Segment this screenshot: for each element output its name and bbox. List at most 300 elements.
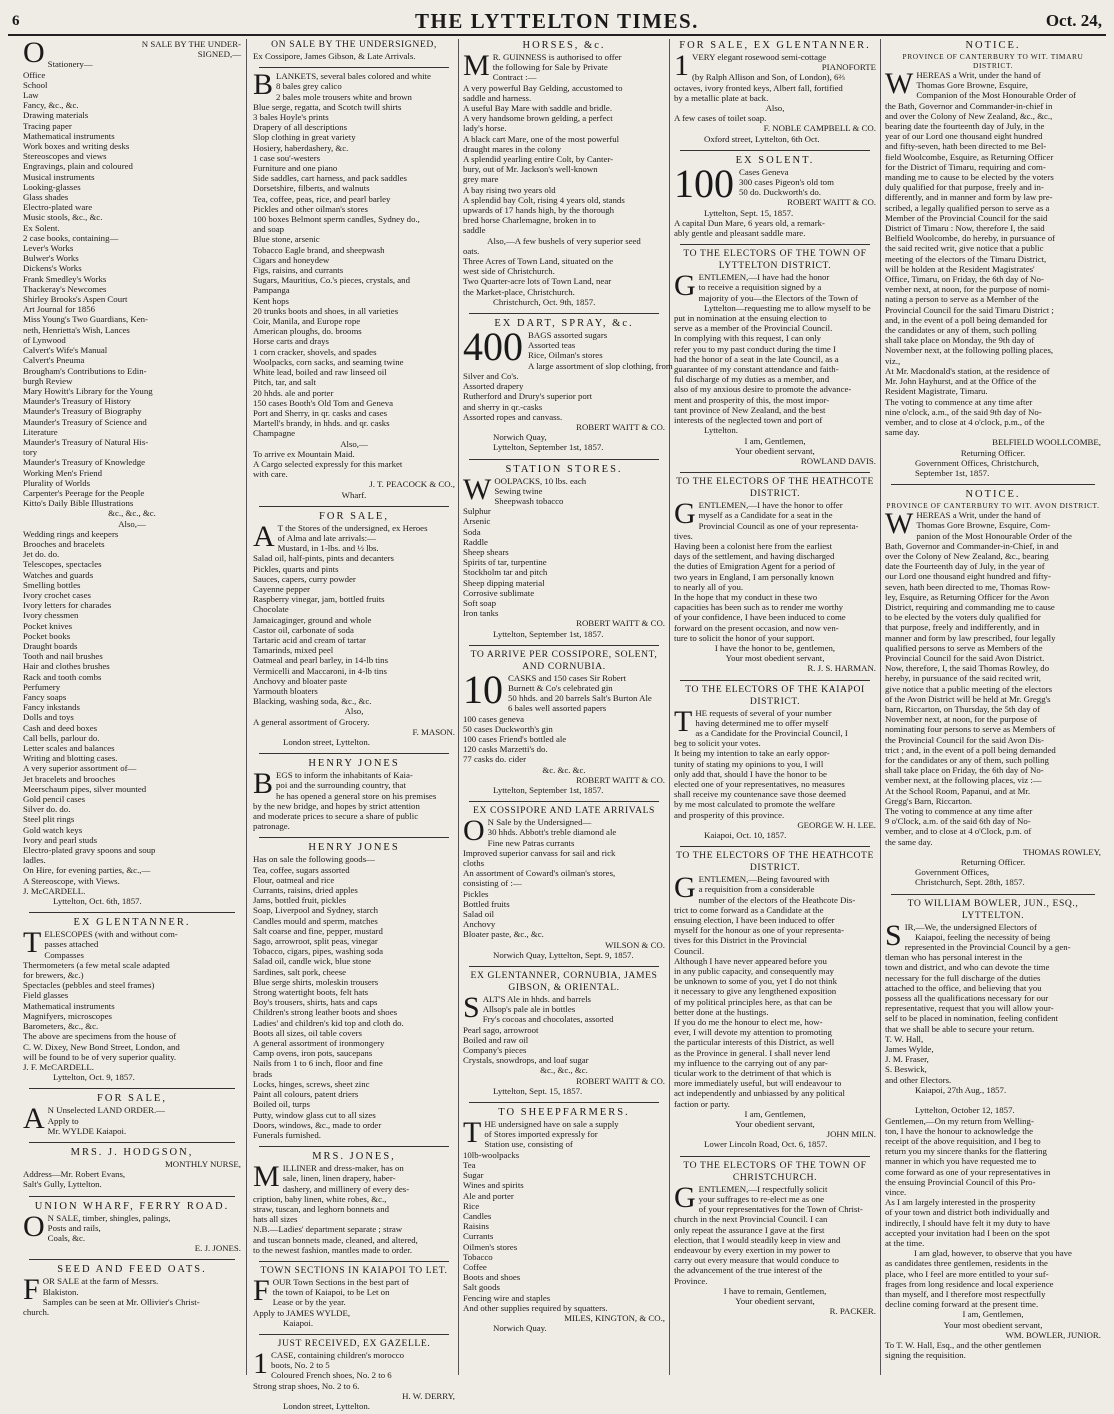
ad-line: ROBERT WAITT & CO. bbox=[576, 1075, 665, 1086]
ad-line: Rutherford and Drury's superior port bbox=[463, 391, 593, 402]
ad-line: Work boxes and writing desks bbox=[23, 141, 130, 152]
ad-line: he has opened a general store on his premises bbox=[276, 790, 437, 801]
ad-line: for the candidates or any of them, such polling bbox=[885, 755, 1049, 765]
ad-line: Your most obedient servant, bbox=[725, 653, 825, 664]
ad-line: election, that I would steadily keep in view and bbox=[674, 1234, 841, 1245]
advertisement bbox=[674, 684, 876, 844]
ad-line: The above are specimens from the house of bbox=[23, 1031, 177, 1042]
ad-line: 2 bales mole trousers white and brown bbox=[276, 91, 412, 102]
column-5 bbox=[882, 39, 1104, 1377]
ad-heading: EX DART, SPRAY, &c. bbox=[494, 318, 634, 330]
ad-line: receipt of the above requisition, and I beg to bbox=[885, 1135, 1041, 1146]
ad-line: Vermicelli and Maccaroni, in 4-lb tins bbox=[253, 665, 387, 676]
ad-line: S. Beswick, bbox=[885, 1064, 927, 1075]
ad-line: Also, bbox=[765, 103, 785, 114]
ad-separator bbox=[29, 1142, 235, 1143]
ad-line: Sardines, salt pork, cheese bbox=[253, 966, 347, 977]
ad-line: IR,—We, the undersigned Electors of bbox=[904, 921, 1037, 932]
ad-line: upwards of 17 hands high, by the thorough bbox=[463, 205, 614, 216]
ad-body bbox=[253, 854, 455, 1140]
ad-line: poi and the surrounding country, that bbox=[276, 780, 406, 791]
advertisement bbox=[463, 1106, 665, 1336]
ad-line: Kaiapoi, 27th Aug., 1857. bbox=[915, 1084, 1007, 1095]
ad-line: 120 casks Marzetti's do. bbox=[463, 744, 548, 755]
ad-line: OOLPACKS, 10 lbs. each bbox=[494, 475, 587, 486]
ad-line: HEREAS a Writ, under the hand of bbox=[916, 70, 1041, 80]
ad-line: that we shall be able to secure your return. bbox=[885, 1023, 1035, 1034]
column-2 bbox=[250, 39, 458, 1411]
ad-line: Allsop's pale ale in bottles bbox=[482, 1004, 576, 1015]
ad-line: At Mr. Macdonald's station, at the residence of bbox=[885, 365, 1050, 376]
ad-line: Anchovy and bloater paste bbox=[253, 675, 348, 686]
ad-line: Drawing materials bbox=[23, 110, 89, 121]
ad-line: Norwich Quay. bbox=[493, 1323, 547, 1334]
ad-line: SIGNED,— bbox=[197, 49, 241, 60]
ad-line: 30 hhds. Abbott's treble diamond ale bbox=[487, 827, 617, 838]
ad-line: A useful Bay Mare with saddle and bridle. bbox=[463, 103, 613, 114]
ad-body bbox=[23, 36, 241, 907]
ad-line: JOHN MILN. bbox=[826, 1129, 876, 1140]
ad-line: for brewers, &c.) bbox=[23, 970, 84, 981]
ad-line: the Bath, Governor and Commander-in-chief in bbox=[885, 100, 1053, 111]
ad-separator bbox=[469, 1102, 659, 1103]
ad-line: Your obedient servant, bbox=[735, 1119, 815, 1130]
ad-line: Electro-plated gravy spoons and soup bbox=[23, 845, 156, 856]
drop-capital: T bbox=[674, 704, 693, 738]
ad-separator bbox=[469, 801, 659, 802]
ad-line: Hosiery, haberdashery, &c. bbox=[253, 142, 349, 153]
ad-line: N SALE, timber, shingles, palings, bbox=[47, 1212, 171, 1223]
ad-line: nating a person to serve as a Member of the bbox=[885, 294, 1039, 305]
ad-line: Norwich Quay, Lyttelton, Sept. 9, 1857. bbox=[493, 949, 634, 960]
ad-line: I have the honor to be, gentlemen, bbox=[714, 642, 836, 653]
ad-line: In the hope that my conduct in these two bbox=[674, 591, 818, 602]
ad-line: Engravings, plain and coloured bbox=[23, 161, 133, 172]
ad-line: Nails from 1 to 6 inch, floor and fine bbox=[253, 1058, 383, 1069]
ad-line: Your obedient servant, bbox=[735, 445, 815, 456]
ad-line: Stockholm tar and pitch bbox=[463, 567, 548, 578]
ad-line: ever, I will devote my attention to promoting bbox=[674, 1027, 832, 1038]
drop-capital: G bbox=[674, 269, 696, 303]
ad-line: Woolpacks, corn sacks, and seaming twine bbox=[253, 356, 404, 367]
ad-line: by me most calculated to promote the welfare bbox=[674, 799, 835, 810]
drop-capital: T bbox=[23, 926, 42, 960]
ad-line: Ivory and pearl studs bbox=[23, 834, 98, 845]
ad-line: consisting of :— bbox=[463, 878, 522, 889]
ad-line: tives. bbox=[674, 530, 693, 541]
ad-line: ROBERT WAITT & CO. bbox=[576, 421, 665, 432]
advertisement bbox=[674, 154, 876, 241]
ad-line: 50 cases Duckworth's gin bbox=[463, 723, 553, 734]
ad-line: Cigars and honeydew bbox=[253, 254, 330, 265]
ad-line: ENTLEMEN,—Being favoured with bbox=[698, 874, 830, 885]
ad-line: Norwich Quay, bbox=[493, 432, 547, 443]
ad-line: Station use, consisting of bbox=[484, 1139, 573, 1150]
drop-capital: F bbox=[23, 1273, 40, 1307]
ad-line: bearing date the fourteenth day of July, in the bbox=[885, 121, 1045, 132]
advertisement bbox=[674, 476, 876, 676]
ad-line: GEORGE W. H. LEE. bbox=[797, 819, 876, 830]
ad-line: saddle bbox=[463, 225, 486, 236]
ad-line: than myself, and I therefore most respectfully bbox=[885, 1288, 1046, 1299]
ad-body bbox=[253, 51, 455, 61]
ad-line: Horse carts and drays bbox=[253, 336, 329, 347]
ad-line: Tooth and nail brushes bbox=[23, 651, 103, 662]
ad-line: Plurality of Worlds bbox=[23, 477, 91, 488]
ad-body bbox=[23, 1159, 241, 1190]
quantity-figure: 400 bbox=[463, 324, 523, 370]
ad-line: Slop clothing in great variety bbox=[253, 132, 356, 143]
ad-line: Provincial Council for the said Avon District. bbox=[885, 652, 1045, 663]
ad-line: CASE, containing children's morocco bbox=[271, 1349, 405, 1360]
ad-line: ful discharge of my duties as a member, and bbox=[674, 374, 830, 385]
advertisement bbox=[23, 1092, 241, 1139]
ad-heading: TO WILLIAM BOWLER, JUN., ESQ., LYTTELTON. bbox=[907, 897, 1079, 921]
ad-line: guarantee of my constant attendance and faith- bbox=[674, 364, 839, 375]
ad-line: lady's horse. bbox=[463, 123, 507, 134]
ad-line: Ivory crochet cases bbox=[23, 589, 91, 600]
ad-body bbox=[463, 472, 665, 639]
page-number: 6 bbox=[12, 13, 20, 29]
ad-line: octaves, ivory fronted keys, Albert fall, fortified bbox=[674, 82, 843, 93]
ad-line: Tobacco, cigars, pipes, washing soda bbox=[253, 946, 384, 957]
ad-heading: TO ARRIVE PER COSSIPORE, SOLENT, AND CORNUBIA. bbox=[470, 648, 658, 672]
ad-line: Children's strong leather boots and shoes bbox=[253, 1007, 398, 1018]
ad-subheading: PROVINCE OF CANTERBURY TO WIT. TIMARU DISTRICT. bbox=[902, 52, 1084, 70]
ad-line: Tobacco bbox=[463, 1251, 493, 1262]
ad-line: nine o'clock, a.m., of the said 9th day of No- bbox=[885, 406, 1042, 417]
ad-line: ladles. bbox=[23, 855, 46, 866]
ad-line: Tea bbox=[463, 1159, 476, 1170]
ad-line: American ploughs, do. brooms bbox=[253, 326, 362, 337]
ad-line: Soap, Liverpool and Sydney, starch bbox=[253, 905, 379, 916]
ad-line: T the Stores of the undersigned, ex Heroes bbox=[277, 522, 428, 533]
advertisement bbox=[23, 1200, 241, 1257]
ad-line: CASKS and 150 cases Sir Robert bbox=[508, 672, 627, 683]
ad-line: Bath, Governor and Commander-in-Chief, in and bbox=[885, 540, 1059, 551]
ad-line: Strong watertight boots, felt hats bbox=[253, 987, 369, 998]
ad-line: manding me to cause to be elected by the voters bbox=[885, 172, 1054, 183]
ad-heading: EX GLENTANNER, CORNUBIA, JAMES GIBSON, & ORIENTAL. bbox=[470, 970, 658, 994]
advertisement bbox=[463, 39, 665, 310]
ad-line: &c. &c. &c. bbox=[542, 764, 586, 775]
ad-line: Dorsetshire, filberts, and walnuts bbox=[253, 183, 370, 194]
ad-heading: SEED AND FEED OATS. bbox=[57, 1264, 207, 1276]
ad-line: your suffrages to re-elect me as one bbox=[698, 1193, 825, 1204]
ad-line: 20 trunks boots and shoes, in all varieties bbox=[253, 305, 399, 316]
ad-line: Oilmen's stores bbox=[463, 1241, 518, 1252]
ad-line: Putty, window glass cut to all sizes bbox=[253, 1109, 376, 1120]
ad-line: barn, Riccarton, on Thursday, the 5th day of bbox=[885, 703, 1041, 714]
ad-line: Candles mould and sperm, matches bbox=[253, 915, 378, 926]
ad-line: Improved superior canvass for sail and rick bbox=[463, 847, 616, 858]
ad-line: Candles bbox=[463, 1210, 492, 1221]
ad-line: more immediately useful, but will endeavour to bbox=[674, 1078, 842, 1089]
ad-line: sale, linen, linen drapery, haber- bbox=[282, 1173, 396, 1184]
ad-separator bbox=[680, 680, 870, 681]
ad-line: Raisins bbox=[463, 1221, 489, 1232]
ad-separator bbox=[680, 150, 870, 151]
ad-line: Rice, Oilman's stores bbox=[528, 350, 603, 361]
ad-line: Rice bbox=[463, 1200, 480, 1211]
ad-line: Mr. John Hayhurst, and at the Office of the bbox=[885, 376, 1037, 387]
ad-line: Thomas Gore Browne, Esquire, Com- bbox=[916, 520, 1051, 531]
ad-line: passes attached bbox=[44, 939, 99, 950]
ad-line: E. J. JONES. bbox=[194, 1243, 241, 1254]
ad-line: Mathematical instruments bbox=[23, 130, 115, 141]
drop-capital: A bbox=[23, 1102, 45, 1136]
ad-line: I have to remain, Gentlemen, bbox=[723, 1285, 827, 1296]
ad-line: 150 cases Booth's Old Tom and Geneva bbox=[253, 397, 394, 408]
ad-line: and prosperity of this province. bbox=[674, 809, 785, 820]
ad-line: Also, bbox=[344, 706, 364, 717]
ad-line: Maunder's Treasury of History bbox=[23, 396, 131, 407]
ad-line: Assorted ropes and canvass. bbox=[463, 411, 563, 422]
column-1 bbox=[20, 36, 244, 1377]
ad-line: Pickles, quarts and pints bbox=[253, 563, 339, 574]
ad-line: qualified persons to serve as Members of the bbox=[885, 642, 1043, 653]
drop-capital: 1 bbox=[674, 49, 689, 82]
ad-line: the Market-place, Christchurch. bbox=[463, 286, 575, 297]
ad-line: date the Fourteenth day of July, in the year of bbox=[885, 561, 1045, 572]
ad-line: ment and prosperity of this, the most impor- bbox=[674, 394, 830, 405]
drop-capital: O bbox=[23, 1209, 45, 1243]
ad-line: N Sale by the Undersigned— bbox=[487, 817, 592, 828]
ad-line: ENTLEMEN,—I have the honor to offer bbox=[698, 500, 843, 511]
ad-line: Cases Geneva bbox=[739, 166, 789, 177]
ad-line: Sauces, capers, curry powder bbox=[253, 573, 356, 584]
ad-line: Meerschaum pipes, silver mounted bbox=[23, 783, 147, 794]
ad-line: Flour, oatmeal and rice bbox=[253, 874, 335, 885]
ad-line: A Cargo selected expressly for this market bbox=[253, 458, 403, 469]
ad-line: and moderate prices to secure a share of public bbox=[253, 811, 419, 822]
ad-line: Boy's trousers, shirts, hats and caps bbox=[253, 997, 378, 1008]
ad-line: I am glad, however, to observe that you have bbox=[914, 1248, 1072, 1259]
ad-line: town and district, and who can devote the time bbox=[885, 962, 1050, 973]
ad-separator bbox=[259, 1261, 449, 1262]
ad-line: J. M. Fraser, bbox=[885, 1054, 929, 1065]
ad-line: Christchurch, Sept. 28th, 1857. bbox=[915, 877, 1025, 888]
ad-line: the said recited writ, give notice that a public bbox=[885, 243, 1044, 254]
ad-line: draught mares in the colony bbox=[463, 143, 562, 154]
ad-line: also of my anxious desire to promote the advance- bbox=[674, 384, 852, 395]
ad-line: Lyttelton, September 1st, 1857. bbox=[493, 628, 604, 639]
issue-date: Oct. 24, bbox=[1045, 11, 1102, 30]
ad-line: frages from long residence and local experience bbox=[885, 1278, 1054, 1289]
ad-line: Ladies' and children's kid top and cloth do. bbox=[253, 1017, 404, 1028]
ad-heading: TO THE ELECTORS OF THE HEATHCOTE DISTRICT. bbox=[676, 476, 874, 500]
ad-heading: TO THE ELECTORS OF THE KAIAPOI DISTRICT. bbox=[685, 683, 865, 707]
ad-line: Kaiapoi. bbox=[283, 1317, 314, 1328]
ad-line: OR SALE at the farm of Messrs. bbox=[42, 1276, 159, 1287]
drop-capital: O bbox=[463, 814, 485, 848]
ad-line: Thackeray's Newcomes bbox=[23, 283, 107, 294]
ad-line: Strong strap shoes, No. 2 to 6. bbox=[253, 1380, 360, 1391]
ad-line: To arrive ex Mountain Maid. bbox=[253, 448, 355, 459]
ad-line: I am, Gentlemen, bbox=[962, 1309, 1024, 1320]
ad-line: Lyttelton, September 1st, 1857. bbox=[493, 442, 604, 453]
ad-line: Call bells, parlour do. bbox=[23, 732, 100, 743]
ad-body bbox=[674, 871, 876, 1150]
ad-heading: JUST RECEIVED, EX GAZELLE. bbox=[277, 1337, 431, 1349]
ad-line: having determined me to offer myself bbox=[695, 717, 829, 728]
ad-line: R. PACKER. bbox=[829, 1306, 876, 1317]
ad-line: Lyttelton, October 12, 1857. bbox=[915, 1105, 1015, 1116]
ad-line: BELFIELD WOOLLCOMBE, bbox=[992, 437, 1101, 448]
ad-line: Mary Howitt's Library for the Young bbox=[23, 385, 153, 396]
drop-capital: T bbox=[463, 1116, 482, 1150]
ad-line: Bottled fruits bbox=[463, 898, 510, 909]
ad-line: necessary for the full discharge of the duties bbox=[885, 972, 1041, 983]
advertisement bbox=[23, 1263, 241, 1320]
ad-line: Lyttelton, Sept. 15, 1857. bbox=[493, 1085, 583, 1096]
drop-capital: W bbox=[463, 472, 492, 506]
ad-line: Electro-plated ware bbox=[23, 202, 93, 213]
ad-line: Dickens's Works bbox=[23, 263, 82, 274]
ad-line: endeavour by every exertion in my power to bbox=[674, 1244, 831, 1255]
ad-line: Calvert's Pneuma bbox=[23, 355, 85, 366]
ad-line: PIANOFORTE bbox=[821, 62, 876, 73]
ad-line: MONTHLY NURSE, bbox=[164, 1158, 241, 1169]
ad-line: Government Offices, Christchurch, bbox=[915, 457, 1039, 468]
quantity-figure: 100 bbox=[674, 160, 734, 206]
ad-line: attached to the office, and believing that you bbox=[885, 982, 1042, 993]
ad-line: Coals, &c. bbox=[47, 1232, 86, 1243]
ad-line: scribed, a legally qualified person to serve as a bbox=[885, 202, 1050, 213]
ad-line: my influence to the carrying out of any par- bbox=[674, 1057, 828, 1068]
ad-line: Calvert's Wife's Manual bbox=[23, 345, 108, 356]
ad-line: better done at the hustings. bbox=[674, 1006, 769, 1017]
ad-heading: TO THE ELECTORS OF THE TOWN OF CHRISTCHURCH. bbox=[683, 1159, 867, 1183]
ad-line: Cash and deed boxes bbox=[23, 722, 98, 733]
ad-line: ture to solicit the honor of your support. bbox=[674, 632, 815, 643]
ad-line: 3 bales Hoyle's prints bbox=[253, 112, 329, 123]
ad-line: ROBERT WAITT & CO. bbox=[787, 197, 876, 208]
ad-line: vember, and to close at 4 o'clock, p.m., of the bbox=[885, 416, 1045, 427]
ad-line: Field glasses bbox=[23, 990, 69, 1001]
ad-line: Oatmeal and pearl barley, in 14-lb tins bbox=[253, 655, 389, 666]
ad-line: Lyttelton. bbox=[704, 425, 738, 436]
drop-capital: B bbox=[253, 767, 274, 801]
ad-body bbox=[463, 814, 665, 960]
ad-line: to receive a requisition signed by a bbox=[698, 282, 822, 293]
ad-line: possess all the qualifications necessary for our bbox=[885, 993, 1049, 1004]
ad-line: Ale and porter bbox=[463, 1190, 514, 1201]
ad-line: District, requiring and commanding me to cause bbox=[885, 601, 1055, 612]
ad-line: A Stereoscope, with Views. bbox=[23, 875, 120, 886]
ad-line: Looking-glasses bbox=[23, 181, 81, 192]
ad-line: &c., &c., &c. bbox=[108, 508, 156, 519]
ad-line: Bulwer's Works bbox=[23, 253, 79, 264]
ad-line: interests of the neglected town and port of bbox=[674, 415, 823, 426]
ad-line: I am, Gentlemen, bbox=[744, 435, 806, 446]
ad-separator bbox=[29, 1259, 235, 1260]
drop-capital: W bbox=[885, 507, 914, 541]
ad-line: 100 cases geneva bbox=[463, 713, 525, 724]
ad-line: And other supplies required by squatters. bbox=[463, 1302, 608, 1313]
ad-line: be unknown to some of you, yet I do not think bbox=[674, 976, 837, 987]
ad-line: Having been a colonist here from the earliest bbox=[674, 540, 833, 551]
ad-line: Salad oil bbox=[463, 909, 495, 920]
ad-line: Has on sale the following goods— bbox=[253, 854, 375, 865]
ad-line: Jams, bottled fruit, pickles bbox=[253, 895, 347, 906]
ad-line: Side saddles, cart harness, and pack saddles bbox=[253, 173, 407, 184]
ad-line: had the honor of a seat in the late Council, as a bbox=[674, 353, 839, 364]
ad-heading: EX SOLENT. bbox=[735, 154, 815, 166]
ad-line: ticular work to the detriment of that which is bbox=[674, 1068, 832, 1079]
ad-line: If you do me the honour to elect me, how- bbox=[674, 1017, 823, 1028]
ad-line: On Hire, for evening parties, &c.,— bbox=[23, 865, 151, 876]
ad-line: Hair and clothes brushes bbox=[23, 661, 110, 672]
ad-heading: NOTICE. bbox=[965, 489, 1021, 501]
ad-line: J. F. McCARDELL. bbox=[23, 1061, 94, 1072]
ad-line: ALT'S Ale in hhds. and barrels bbox=[482, 994, 591, 1005]
ad-line: 6 bales well assorted papers bbox=[508, 703, 607, 714]
ad-line: Kaiapoi, feeling the necessity of being bbox=[915, 931, 1051, 942]
ad-line: to nearly all of you. bbox=[674, 581, 744, 592]
ad-line: School bbox=[23, 79, 48, 90]
ad-line: Stereoscopes and views bbox=[23, 151, 107, 162]
ad-heading: TO SHEEPFARMERS. bbox=[498, 1107, 630, 1119]
ad-line: give notice that a public meeting of the electors bbox=[885, 683, 1053, 694]
ad-line: ensuing election, I have been induced to offer bbox=[674, 915, 835, 926]
ad-line: and soap bbox=[253, 224, 285, 235]
ad-line: viz., bbox=[885, 355, 901, 366]
ad-line: of the Avon District will be held at Mr. Gregg's bbox=[885, 693, 1051, 704]
ad-line: Watches and guards bbox=[23, 569, 94, 580]
ad-line: Brooches and bracelets bbox=[23, 538, 105, 549]
ad-line: Wines and spirits bbox=[463, 1180, 524, 1191]
ad-line: 100 boxes Belmont sperm candles, Sydney do., bbox=[253, 214, 420, 225]
ad-heading: STATION STORES. bbox=[505, 463, 623, 475]
ad-line: Camp ovens, iron pots, saucepans bbox=[253, 1048, 373, 1059]
ad-line: London street, Lyttelton. bbox=[283, 737, 370, 747]
advertisement bbox=[253, 757, 455, 834]
ad-line: and, in the event of a poll being demanded for bbox=[885, 314, 1048, 325]
ad-line: manner and form by law prescribed, four legally bbox=[885, 632, 1056, 643]
column-4 bbox=[671, 39, 879, 1377]
ad-line: To T. W. Hall, Esq., and the other gentlemen bbox=[885, 1339, 1042, 1350]
ad-line: church in the next Provincial Council. I can bbox=[674, 1214, 828, 1225]
ad-line: number of the electors of the Heathcote Dis- bbox=[698, 894, 856, 905]
advertisement bbox=[463, 970, 665, 1099]
ad-separator bbox=[259, 67, 449, 68]
ad-line: Telescopes, spectacles bbox=[23, 559, 102, 570]
ad-line: of my political principles here, as that can be bbox=[674, 996, 833, 1007]
ad-line: Apply to bbox=[47, 1115, 79, 1126]
ad-line: A very powerful Bay Gelding, accustomed to bbox=[463, 82, 623, 93]
ad-line: ROBERT WAITT & CO. bbox=[576, 774, 665, 785]
ad-heading: HORSES, &c. bbox=[522, 40, 606, 51]
ad-separator bbox=[469, 645, 659, 646]
ad-heading: MRS. JONES, bbox=[312, 1151, 396, 1163]
ad-separator bbox=[891, 894, 1095, 895]
ad-line: Council. bbox=[674, 945, 705, 956]
ad-line: Frank Smedley's Works bbox=[23, 273, 107, 284]
ad-line: shall receive my countenance save those deemed bbox=[674, 789, 846, 800]
ad-line: Your obedient servant, bbox=[735, 1295, 815, 1306]
ad-line: Smelling bottles bbox=[23, 579, 81, 590]
ad-line: patronage. bbox=[253, 821, 290, 832]
ad-line: Shirley Brooks's Aspen Court bbox=[23, 294, 128, 305]
ad-line: Belfield Woolcombe, do hereby, in pursuance of bbox=[885, 233, 1056, 244]
ad-line: Furniture and one piano bbox=[253, 163, 338, 174]
ad-line: C. W. Dixey, New Bond Street, London, and bbox=[23, 1041, 180, 1052]
ad-line: 50 hhds. and 20 barrels Salt's Burton Ale bbox=[508, 693, 652, 704]
columns bbox=[8, 36, 1106, 1411]
ad-heading: NOTICE. bbox=[965, 40, 1021, 51]
ad-line: HE undersigned have on sale a supply bbox=[484, 1119, 619, 1130]
